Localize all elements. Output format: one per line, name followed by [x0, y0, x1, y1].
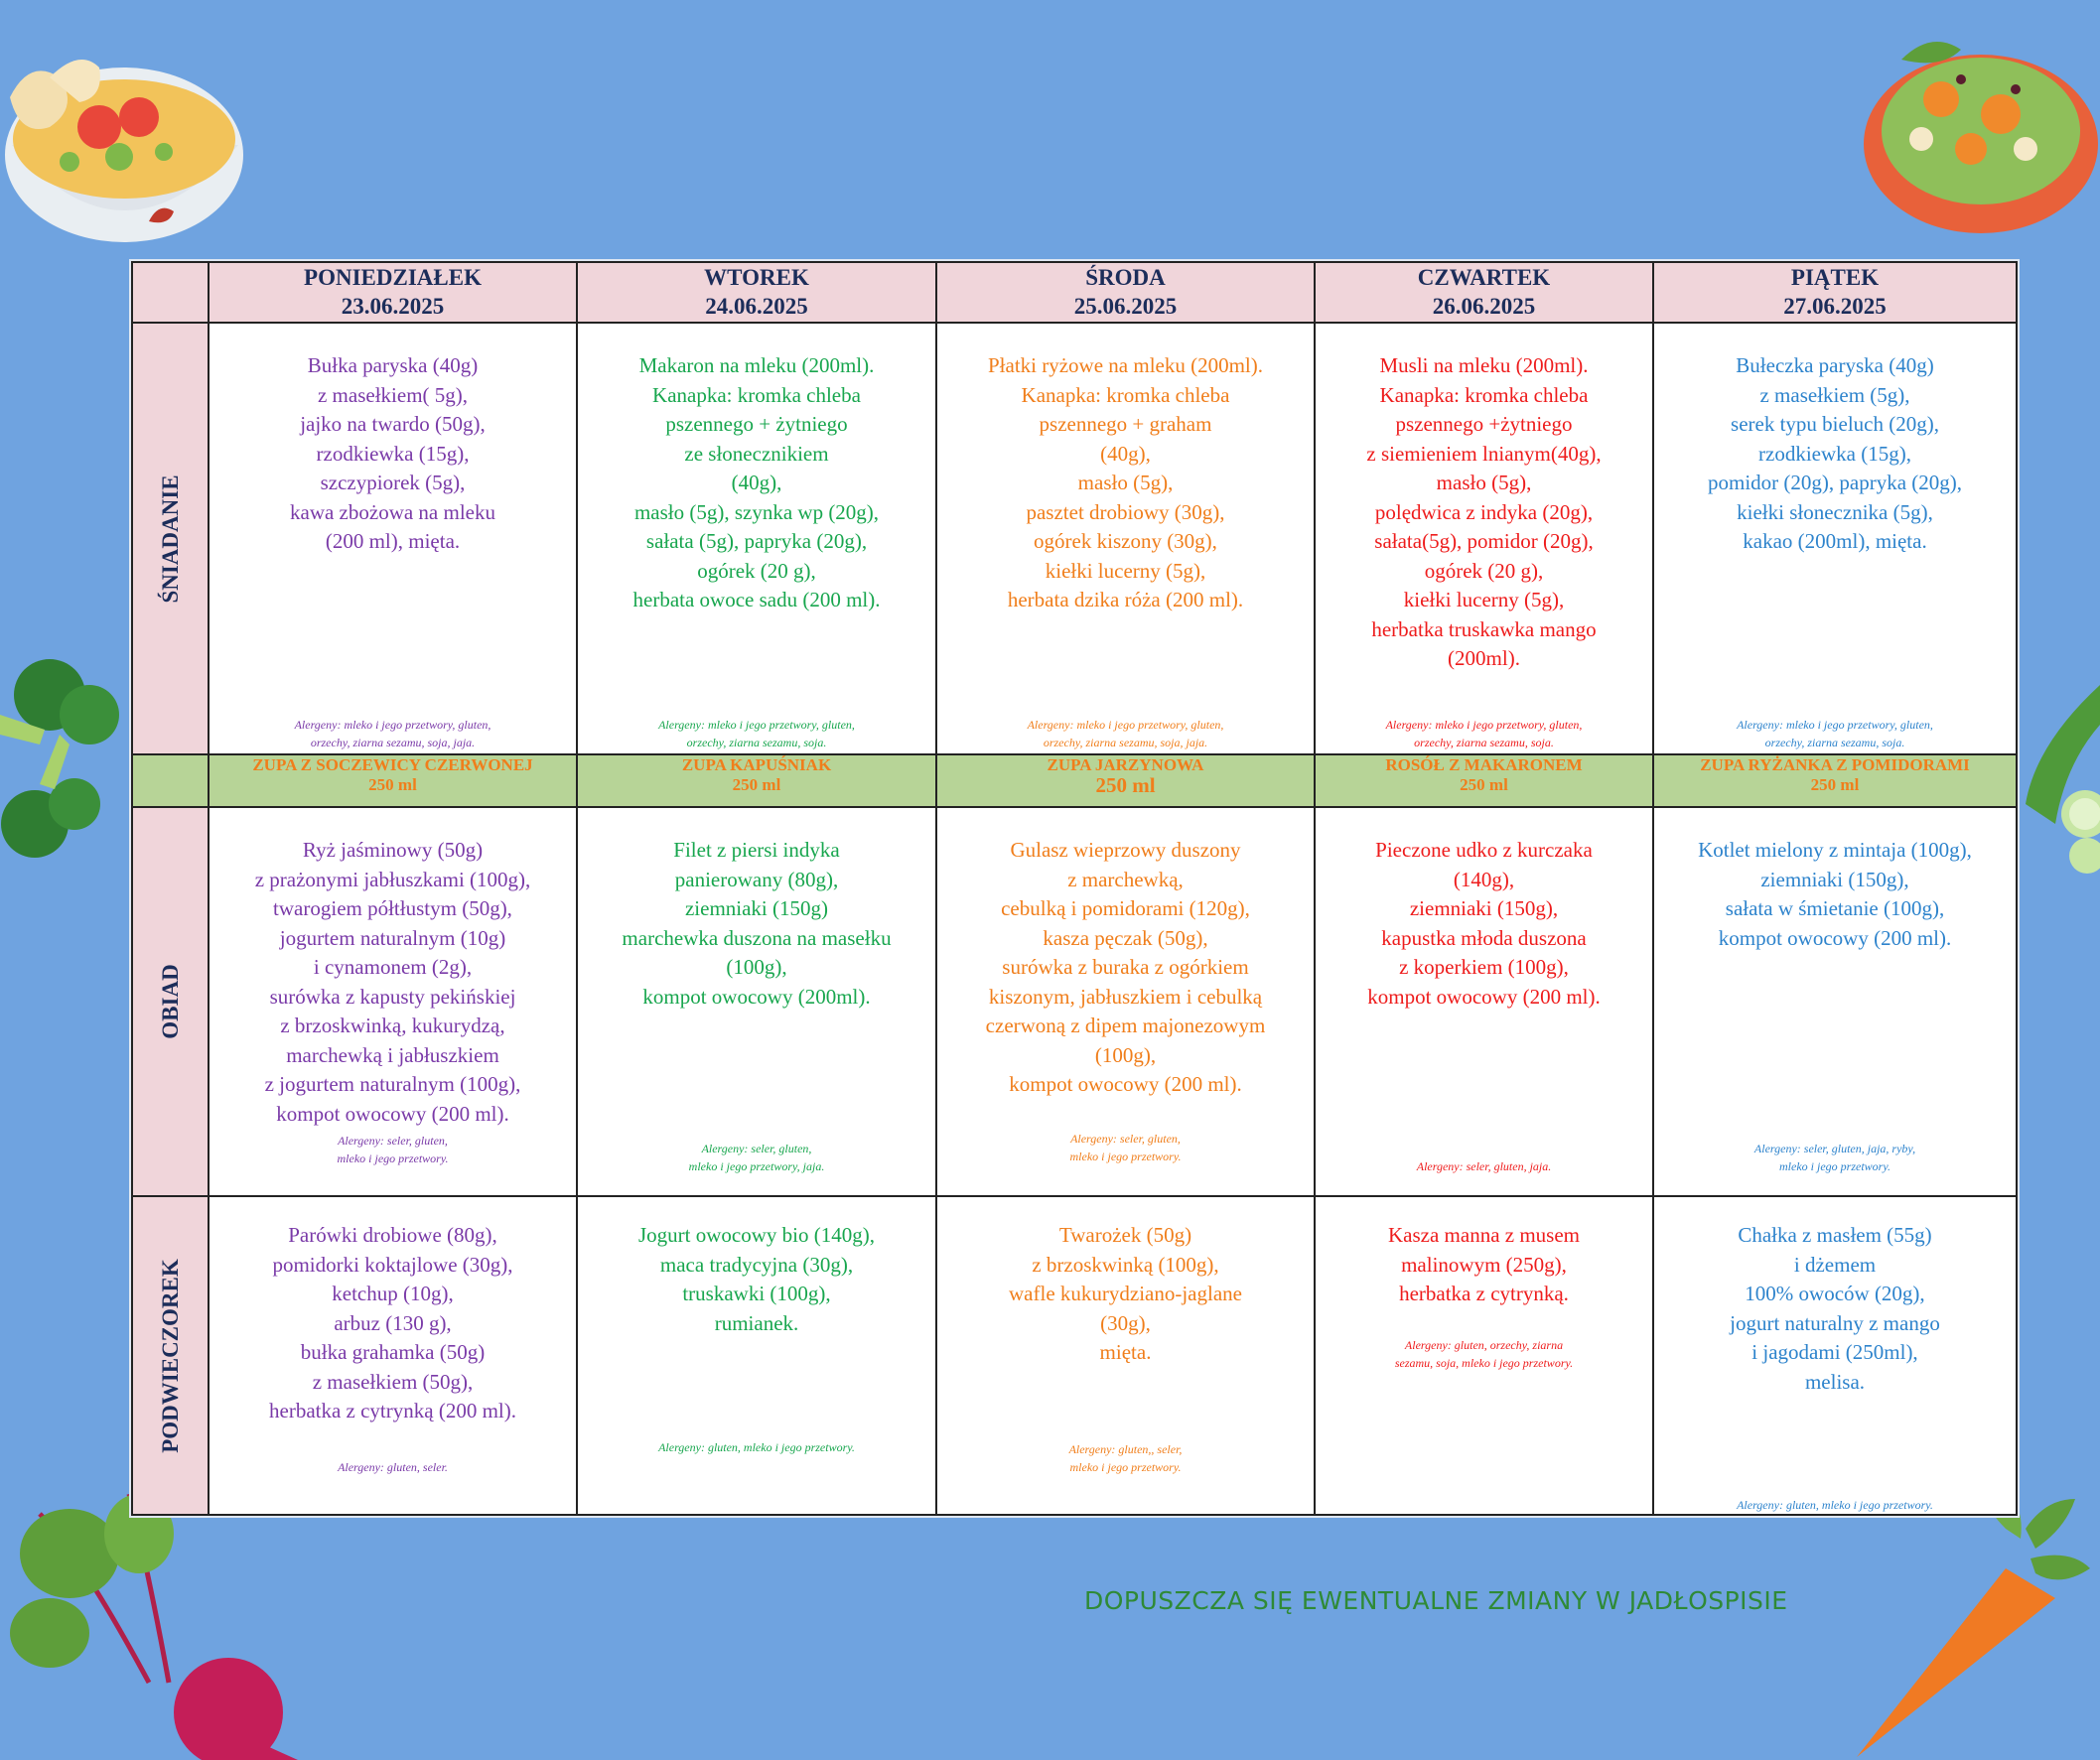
menu-changes-note: DOPUSZCZA SIĘ EWENTUALNE ZMIANY W JADŁOSPISIE: [1084, 1586, 1788, 1615]
allergens-note: Alergeny: seler, gluten, mleko i jego przetwory.: [337, 1134, 449, 1165]
day-header-monday: [209, 262, 577, 323]
row-label-lunch: OBIAD: [132, 807, 209, 1196]
breakfast-wednesday: Płatki ryżowe na mleku (200ml). Kanapka: kromka chleba pszennego + graham (40g), masło (5g), pasztet drobiowy (30g), ogórek kiszony (30g), kiełki lucerny (5g), herbata dzika róża (200 ml). Alergeny: mleko i jego przetwory, gluten, orzechy, ziarna sezamu, soja, jaja.: [936, 323, 1315, 754]
snack-thursday: Kasza manna z musem malinowym (250g), herbatka z cytrynką. Alergeny: gluten, orzechy, ziarna sezamu, soja, mleko i jego przetwory.: [1315, 1196, 1653, 1515]
breakfast-friday: Bułeczka paryska (40g) z masełkiem (5g), serek typu bieluch (20g), rzodkiewka (15g), pomidor (20g), papryka (20g), kiełki słonecznika (5g), kakao (200ml), mięta. Alergeny: mleko i jego przetwory, gluten, orzechy, ziarna sezamu, soja.: [1653, 323, 2017, 754]
day-header-tuesday: [577, 262, 936, 323]
row-label-snack: PODWIECZOREK: [132, 1196, 209, 1515]
day-name: PONIEDZIAŁEK: [304, 265, 482, 290]
corner-cell: [132, 262, 209, 323]
day-date: 27.06.2025: [1783, 294, 1887, 319]
weekly-menu-table: [131, 261, 2018, 1516]
allergens-note: Alergeny: seler, gluten, mleko i jego przetwory.: [1069, 1132, 1182, 1163]
day-date: 25.06.2025: [1073, 294, 1178, 319]
soup-friday: ZUPA RYŻANKA Z POMIDORAMI 250 ml: [1653, 754, 2017, 807]
breakfast-monday: Bułka paryska (40g) z masełkiem( 5g), jajko na twardo (50g), rzodkiewka (15g), szczypiorek (5g), kawa zbożowa na mleku (200 ml), mięta. Alergeny: mleko i jego przetwory, gluten, orzechy, ziarna sezamu, soja, jaja.: [209, 323, 577, 754]
soup-row: [132, 754, 2017, 807]
allergens-note: Alergeny: gluten, mleko i jego przetwory.: [1737, 1498, 1933, 1512]
day-date: 23.06.2025: [341, 294, 445, 319]
soup-wednesday: ZUPA JARZYNOWA 250 ml: [936, 754, 1315, 807]
lunch-row: [132, 807, 2017, 1196]
allergens-note: Alergeny: seler, gluten, mleko i jego przetwory, jaja.: [688, 1142, 825, 1173]
day-name: WTOREK: [704, 265, 809, 290]
allergens-note: Alergeny: mleko i jego przetwory, gluten, orzechy, ziarna sezamu, soja.: [1737, 718, 1933, 749]
lunch-thursday: Pieczone udko z kurczaka (140g), ziemniaki (150g), kapustka młoda duszona z koperkiem (100g), kompot owocowy (200 ml). Alergeny: seler, gluten, jaja.: [1315, 807, 1653, 1196]
beetroot-illustration: [10, 1494, 308, 1760]
allergens-note: Alergeny: gluten,, seler, mleko i jego przetwory.: [1068, 1442, 1183, 1474]
broccoli-illustration: [0, 655, 131, 893]
day-name: PIĄTEK: [1790, 265, 1880, 290]
lunch-tuesday: Filet z piersi indyka panierowany (80g), ziemniaki (150g) marchewka duszona na masełku (100g), kompot owocowy (200ml). Alergeny: seler, gluten, mleko i jego przetwory, jaja.: [577, 807, 936, 1196]
soup-thursday: ROSÓŁ Z MAKARONEM 250 ml: [1315, 754, 1653, 807]
snack-wednesday: Twarożek (50g) z brzoskwinką (100g), wafle kukurydziano-jaglane (30g), mięta. Alergeny: gluten,, seler, mleko i jego przetwory.: [936, 1196, 1315, 1515]
day-name: ŚRODA: [1085, 265, 1166, 290]
allergens-note: Alergeny: seler, gluten, jaja.: [1416, 1159, 1552, 1173]
allergens-note: Alergeny: gluten, orzechy, ziarna sezamu, soja, mleko i jego przetwory.: [1394, 1338, 1574, 1370]
allergens-note: Alergeny: seler, gluten, jaja, ryby, mleko i jego przetwory.: [1753, 1142, 1916, 1173]
soup-row-label: [132, 754, 209, 807]
day-header-wednesday: [936, 262, 1315, 323]
carrot-illustration: [1827, 1489, 2100, 1760]
soup-monday: ZUPA Z SOCZEWICY CZERWONEJ 250 ml: [209, 754, 577, 807]
allergens-note: Alergeny: mleko i jego przetwory, gluten, orzechy, ziarna sezamu, soja.: [1385, 718, 1583, 749]
day-header-friday: [1653, 262, 2017, 323]
lunch-wednesday: Gulasz wieprzowy duszony z marchewką, cebulką i pomidorami (120g), kasza pęczak (50g), surówka z buraka z ogórkiem kiszonym, jabłuszkiem i cebulką czerwoną z dipem majonezowym (100g), kompot owocowy (200 ml). Alergeny: seler, gluten, mleko i jego przetwory.: [936, 807, 1315, 1196]
allergens-note: Alergeny: gluten, seler.: [338, 1460, 448, 1474]
snack-row: [132, 1196, 2017, 1515]
breakfast-tuesday: Makaron na mleku (200ml). Kanapka: kromka chleba pszennego + żytniego ze słonecznikiem (40g), masło (5g), szynka wp (20g), sałata (5g), papryka (20g), ogórek (20 g), herbata owoce sadu (200 ml). Alergeny: mleko i jego przetwory, gluten, orzechy, ziarna sezamu, soja.: [577, 323, 936, 754]
snack-tuesday: Jogurt owocowy bio (140g), maca tradycyjna (30g), truskawki (100g), rumianek. Alergeny: gluten, mleko i jego przetwory.: [577, 1196, 936, 1515]
soup-bowl-illustration: [0, 28, 258, 251]
day-name: CZWARTEK: [1417, 265, 1551, 290]
cucumber-illustration: [2016, 685, 2100, 874]
breakfast-thursday: Musli na mleku (200ml). Kanapka: kromka chleba pszennego +żytniego z siemieniem lnianym(40g), masło (5g), polędwica z indyka (20g), sałata(5g), pomidor (20g), ogórek (20 g), kiełki lucerny (5g), herbatka truskawka mango (200ml). Alergeny: mleko i jego przetwory, gluten, orzechy, ziarna sezamu, soja.: [1315, 323, 1653, 754]
day-date: 24.06.2025: [705, 294, 808, 319]
days-header-row: [132, 262, 2017, 323]
day-header-thursday: [1315, 262, 1653, 323]
salad-plate-illustration: [1842, 20, 2100, 248]
allergens-note: Alergeny: mleko i jego przetwory, gluten, orzechy, ziarna sezamu, soja, jaja.: [1027, 718, 1224, 749]
soup-tuesday: ZUPA KAPUŚNIAK 250 ml: [577, 754, 936, 807]
day-date: 26.06.2025: [1432, 294, 1536, 319]
lunch-monday: Ryż jaśminowy (50g) z prażonymi jabłuszkami (100g), twarogiem półtłustym (50g), jogurtem naturalnym (10g) i cynamonem (2g), surówka z kapusty pekińskiej z brzoskwinką, kukurydzą, marchewką i jabłuszkiem z jogurtem naturalnym (100g), kompot owocowy (200 ml). Alergeny: seler, gluten, mleko i jego przetwory.: [209, 807, 577, 1196]
row-label-breakfast: ŚNIADANIE: [132, 323, 209, 754]
breakfast-row: [132, 323, 2017, 754]
lunch-friday: Kotlet mielony z mintaja (100g), ziemniaki (150g), sałata w śmietanie (100g), kompot owocowy (200 ml). Alergeny: seler, gluten, jaja, ryby, mleko i jego przetwory.: [1653, 807, 2017, 1196]
allergens-note: Alergeny: mleko i jego przetwory, gluten, orzechy, ziarna sezamu, soja.: [658, 718, 855, 749]
allergens-note: Alergeny: mleko i jego przetwory, gluten, orzechy, ziarna sezamu, soja, jaja.: [294, 718, 491, 749]
snack-monday: Parówki drobiowe (80g), pomidorki koktajlowe (30g), ketchup (10g), arbuz (130 g), bułka grahamka (50g) z masełkiem (50g), herbatka z cytrynką (200 ml). Alergeny: gluten, seler.: [209, 1196, 577, 1515]
snack-friday: Chałka z masłem (55g) i dżemem 100% owoców (20g), jogurt naturalny z mango i jagodami (250ml), melisa. Alergeny: gluten, mleko i jego przetwory.: [1653, 1196, 2017, 1515]
allergens-note: Alergeny: gluten, mleko i jego przetwory.: [658, 1440, 855, 1454]
